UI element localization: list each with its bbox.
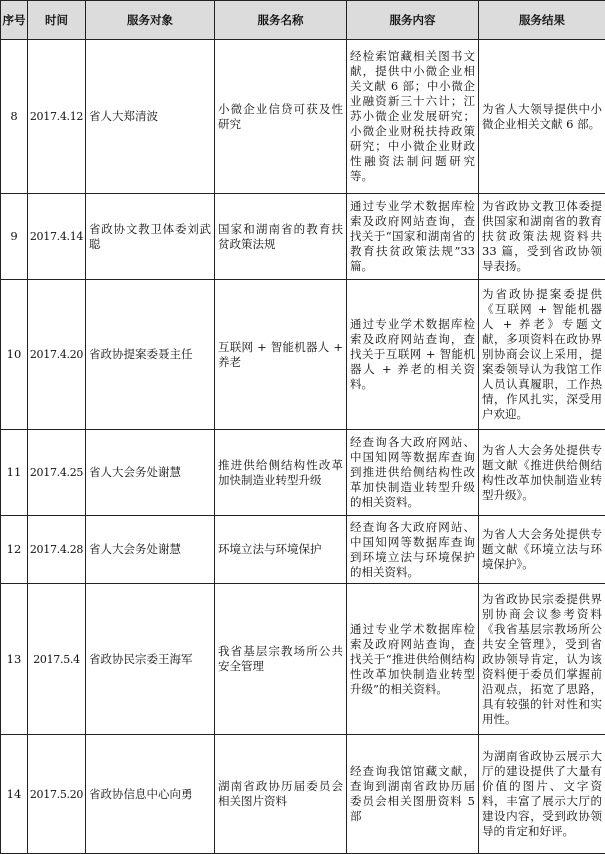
cell-service-name: 小微企业信贷可获及性研究 bbox=[215, 40, 347, 194]
cell-service-result: 为省政协民宗委提供界别协商会议参考资料《我省基层宗教场所公共安全管理》，受到省政协领导肯定，认为该资料便于委员们掌握前沿观点，拓宽了思路，具有较强的针对性和实用性。 bbox=[479, 584, 605, 735]
table-row bbox=[1, 516, 605, 584]
cell-service-result: 为省人大领导提供中小微企业相关文献 6 部。 bbox=[479, 40, 605, 194]
cell-service-name: 互联网 + 智能机器人 + 养老 bbox=[215, 280, 347, 430]
cell-service-content: 通过专业学术数据库检索及政府网站查询，查找关于“国家和湖南省的教育扶贫政策法规”33 篇。 bbox=[347, 194, 479, 280]
cell-no: 11 bbox=[1, 430, 28, 516]
cell-service-content: 经查询我馆馆藏文献，查询到湖南省政协历届委员会相关图册资料 5 部 bbox=[347, 735, 479, 854]
cell-service-name: 我省基层宗教场所公共安全管理 bbox=[215, 584, 347, 735]
table-row bbox=[1, 40, 605, 194]
header-no: 序号 bbox=[1, 1, 28, 40]
table-row bbox=[1, 280, 605, 430]
header-service-result: 服务结果 bbox=[479, 1, 605, 40]
cell-service-name: 环境立法与环境保护 bbox=[215, 516, 347, 584]
cell-date: 2017.5.4 bbox=[28, 584, 86, 735]
cell-date: 2017.4.25 bbox=[28, 430, 86, 516]
cell-service-content: 经检索馆藏相关图书文献，提供中小微企业相关文献 6 部；中小微企业融资新三十六计；江苏小微企业发展研究；小微企业财税扶持政策研究；中小微企业财政性融资法制问题研究等。 bbox=[347, 40, 479, 194]
cell-client: 省人大会务处谢慧 bbox=[86, 430, 215, 516]
cell-service-result: 为省人大会务处提供专题文献《推进供给侧结构性改革加快制造业转型升级》。 bbox=[479, 430, 605, 516]
cell-service-result: 为省政协文教卫体委提供国家和湖南省的教育扶贫政策法规资料共 33 篇，受到省政协领导表扬。 bbox=[479, 194, 605, 280]
cell-client: 省政协提案委聂主任 bbox=[86, 280, 215, 430]
table-row bbox=[1, 584, 605, 735]
header-service-content: 服务内容 bbox=[347, 1, 479, 40]
cell-service-content: 经查询各大政府网站、中国知网等数据库查询到环境立法与环境保护的相关资料。 bbox=[347, 516, 479, 584]
header-client: 服务对象 bbox=[86, 1, 215, 40]
cell-service-result: 为省人大会务处提供专题文献《环境立法与环境保护》。 bbox=[479, 516, 605, 584]
header-service-name: 服务名称 bbox=[215, 1, 347, 40]
cell-date: 2017.4.14 bbox=[28, 194, 86, 280]
cell-no: 13 bbox=[1, 584, 28, 735]
cell-client: 省人大会务处谢慧 bbox=[86, 516, 215, 584]
cell-no: 10 bbox=[1, 280, 28, 430]
cell-client: 省人大郑清波 bbox=[86, 40, 215, 194]
table-row bbox=[1, 430, 605, 516]
cell-date: 2017.4.20 bbox=[28, 280, 86, 430]
table-row bbox=[1, 735, 605, 854]
cell-date: 2017.4.12 bbox=[28, 40, 86, 194]
cell-service-content: 通过专业学术数据库检索及政府网站查询，查找关于“推进供给侧结构性改革加快制造业转型升级”的相关资料。 bbox=[347, 584, 479, 735]
cell-service-result: 为湖南省政协云展示大厅的建设提供了大量有价值的图片、文字资料，丰富了展示大厅的建设内容，受到政协领导的肯定和好评。 bbox=[479, 735, 605, 854]
cell-date: 2017.5.20 bbox=[28, 735, 86, 854]
cell-client: 省政协文教卫体委刘武聪 bbox=[86, 194, 215, 280]
table-row bbox=[1, 194, 605, 280]
cell-no: 9 bbox=[1, 194, 28, 280]
cell-service-result: 为省政协提案委提供《互联网 + 智能机器人 + 养老》专题文献，多项资料在政协界别协商会议上采用，提案委领导认为我馆工作人员认真履职，工作热情，作风扎实，深受用户欢迎。 bbox=[479, 280, 605, 430]
cell-client: 省政协民宗委王海军 bbox=[86, 584, 215, 735]
cell-service-name: 推进供给侧结构性改革加快制造业转型升级 bbox=[215, 430, 347, 516]
cell-service-name: 国家和湖南省的教育扶贫政策法规 bbox=[215, 194, 347, 280]
cell-date: 2017.4.28 bbox=[28, 516, 86, 584]
cell-no: 12 bbox=[1, 516, 28, 584]
cell-no: 14 bbox=[1, 735, 28, 854]
cell-client: 省政协信息中心向勇 bbox=[86, 735, 215, 854]
cell-service-name: 湖南省政协历届委员会相关图片资料 bbox=[215, 735, 347, 854]
cell-service-content: 经查询各大政府网站、中国知网等数据库查询到推进供给侧结构性改革加快制造业转型升级的相关资料。 bbox=[347, 430, 479, 516]
header-date: 时间 bbox=[28, 1, 86, 40]
cell-no: 8 bbox=[1, 40, 28, 194]
cell-service-content: 通过专业学术数据库检索及政府网站查询，查找关于互联网 + 智能机器人 + 养老的相关资料。 bbox=[347, 280, 479, 430]
table-header-row bbox=[1, 1, 605, 40]
